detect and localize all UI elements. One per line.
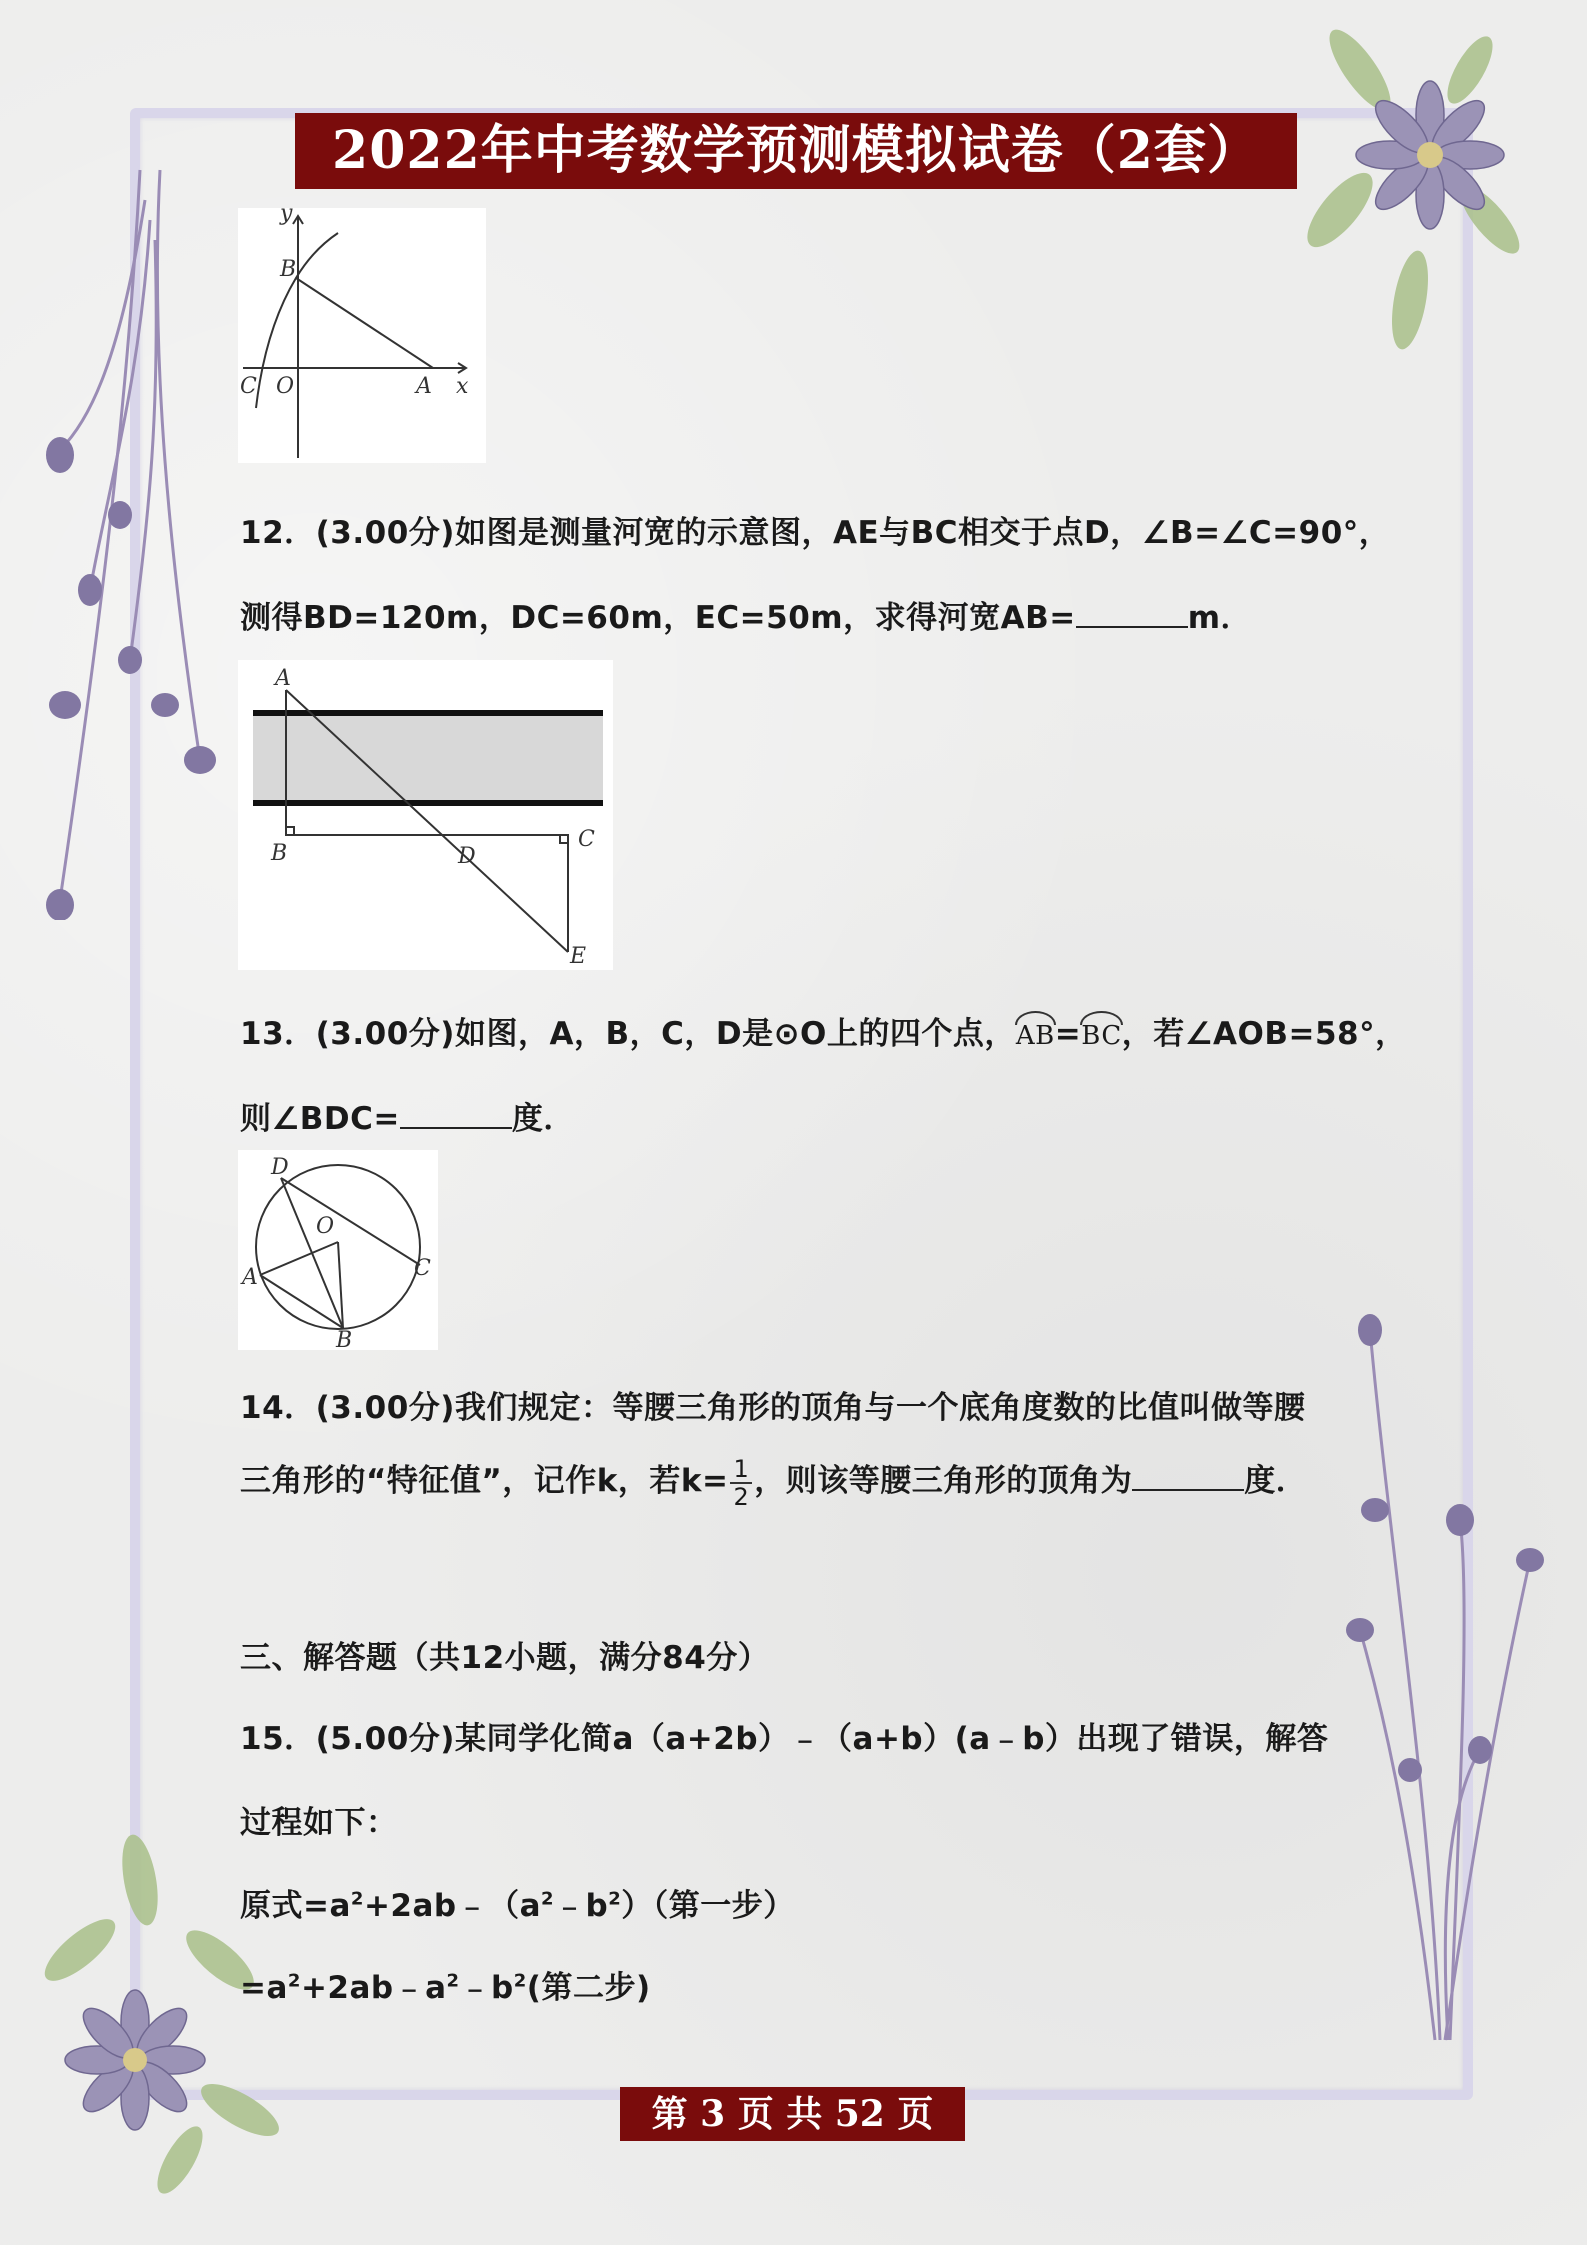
q13-text-line2 xyxy=(240,1093,575,1138)
label-D: D xyxy=(271,1155,289,1180)
q13-line1-pre: 13．(3.00分)如图，A，B，C，D是⊙O上的四个点， xyxy=(240,1016,1016,1052)
label-x: x xyxy=(456,374,469,399)
q15-text-line2: 过程如下： xyxy=(240,1805,398,1841)
q12-text-line1: 12．(3.00分)如图是测量河宽的示意图，AE与BC相交于点D，∠B=∠C=90°， xyxy=(240,515,1391,551)
q12-line2-post: m． xyxy=(1187,600,1252,636)
q13-line2-pre: 则∠BDC= xyxy=(240,1101,400,1137)
q12-text-line2 xyxy=(240,592,1252,637)
label-A: A xyxy=(242,1265,258,1290)
arc-BC-label: BC xyxy=(1081,1021,1122,1051)
q15-text-line1: 15．(5.00分)某同学化简a（a+2b）﹣（a+b）(a﹣b）出现了错误，解答 xyxy=(240,1721,1329,1757)
branch-decoration-left xyxy=(30,160,230,920)
flower-icon xyxy=(65,1990,205,2130)
label-O: O xyxy=(316,1214,335,1239)
answer-blank-q14 xyxy=(1132,1463,1244,1491)
branch-decoration-right xyxy=(1330,1300,1560,2060)
figure-q11-graph xyxy=(238,208,486,463)
label-A: A xyxy=(416,374,432,399)
q14-line2-pre: 三角形的“特征值”，记作k，若k= xyxy=(240,1463,729,1499)
label-B: B xyxy=(336,1328,353,1350)
q13-line1-post: ，若∠AOB=58°， xyxy=(1121,1016,1407,1052)
flower-decoration-top-right xyxy=(1300,10,1560,410)
page-number: 第 3 页 共 52 页 xyxy=(620,2087,965,2141)
label-C: C xyxy=(414,1256,431,1281)
q14-line2-post: 度． xyxy=(1244,1463,1308,1499)
q13-eq: = xyxy=(1054,1016,1082,1052)
fraction-one-half: $\frac{1}{2}$ xyxy=(730,1456,752,1510)
q14-text-line2 xyxy=(240,1455,1307,1510)
q13-line2-post: 度． xyxy=(511,1101,575,1137)
label-C: C xyxy=(578,827,595,852)
flower-icon xyxy=(1356,81,1504,229)
arc-AB-label: AB xyxy=(1015,1021,1055,1051)
label-B: B xyxy=(280,257,297,282)
figure-q12-river xyxy=(238,660,613,970)
figure-q13-circle xyxy=(238,1150,438,1350)
label-D: D xyxy=(458,844,476,869)
answer-blank-q12 xyxy=(1076,600,1188,628)
page-title: 2022年中考数学预测模拟试卷（2套） xyxy=(295,113,1297,189)
label-O: O xyxy=(276,374,295,399)
label-B: B xyxy=(271,841,288,866)
bud-icon xyxy=(46,437,216,920)
q15-step2: $=a^2+2ab﹣a^2﹣b^2$(第二步) xyxy=(240,1970,651,2006)
q12-line2-pre: 测得BD=120m，DC=60m，EC=50m，求得河宽AB= xyxy=(240,600,1076,636)
answer-blank-q13 xyxy=(400,1101,512,1129)
q14-line2-mid: ，则该等腰三角形的顶角为 xyxy=(754,1463,1133,1499)
label-A: A xyxy=(275,666,291,691)
q13-text-line1 xyxy=(240,1008,1407,1053)
q15-step1: 原式$=a^2+2ab﹣(a^2﹣b^2)$（第一步） xyxy=(240,1888,795,1924)
section-heading-3: 三、解答题（共12小题，满分84分） xyxy=(240,1640,770,1676)
q14-text-line1: 14．(3.00分)我们规定：等腰三角形的顶角与一个底角度数的比值叫做等腰 xyxy=(240,1390,1306,1426)
label-y: y xyxy=(280,208,293,226)
label-E: E xyxy=(570,944,587,969)
label-C: C xyxy=(240,374,257,399)
